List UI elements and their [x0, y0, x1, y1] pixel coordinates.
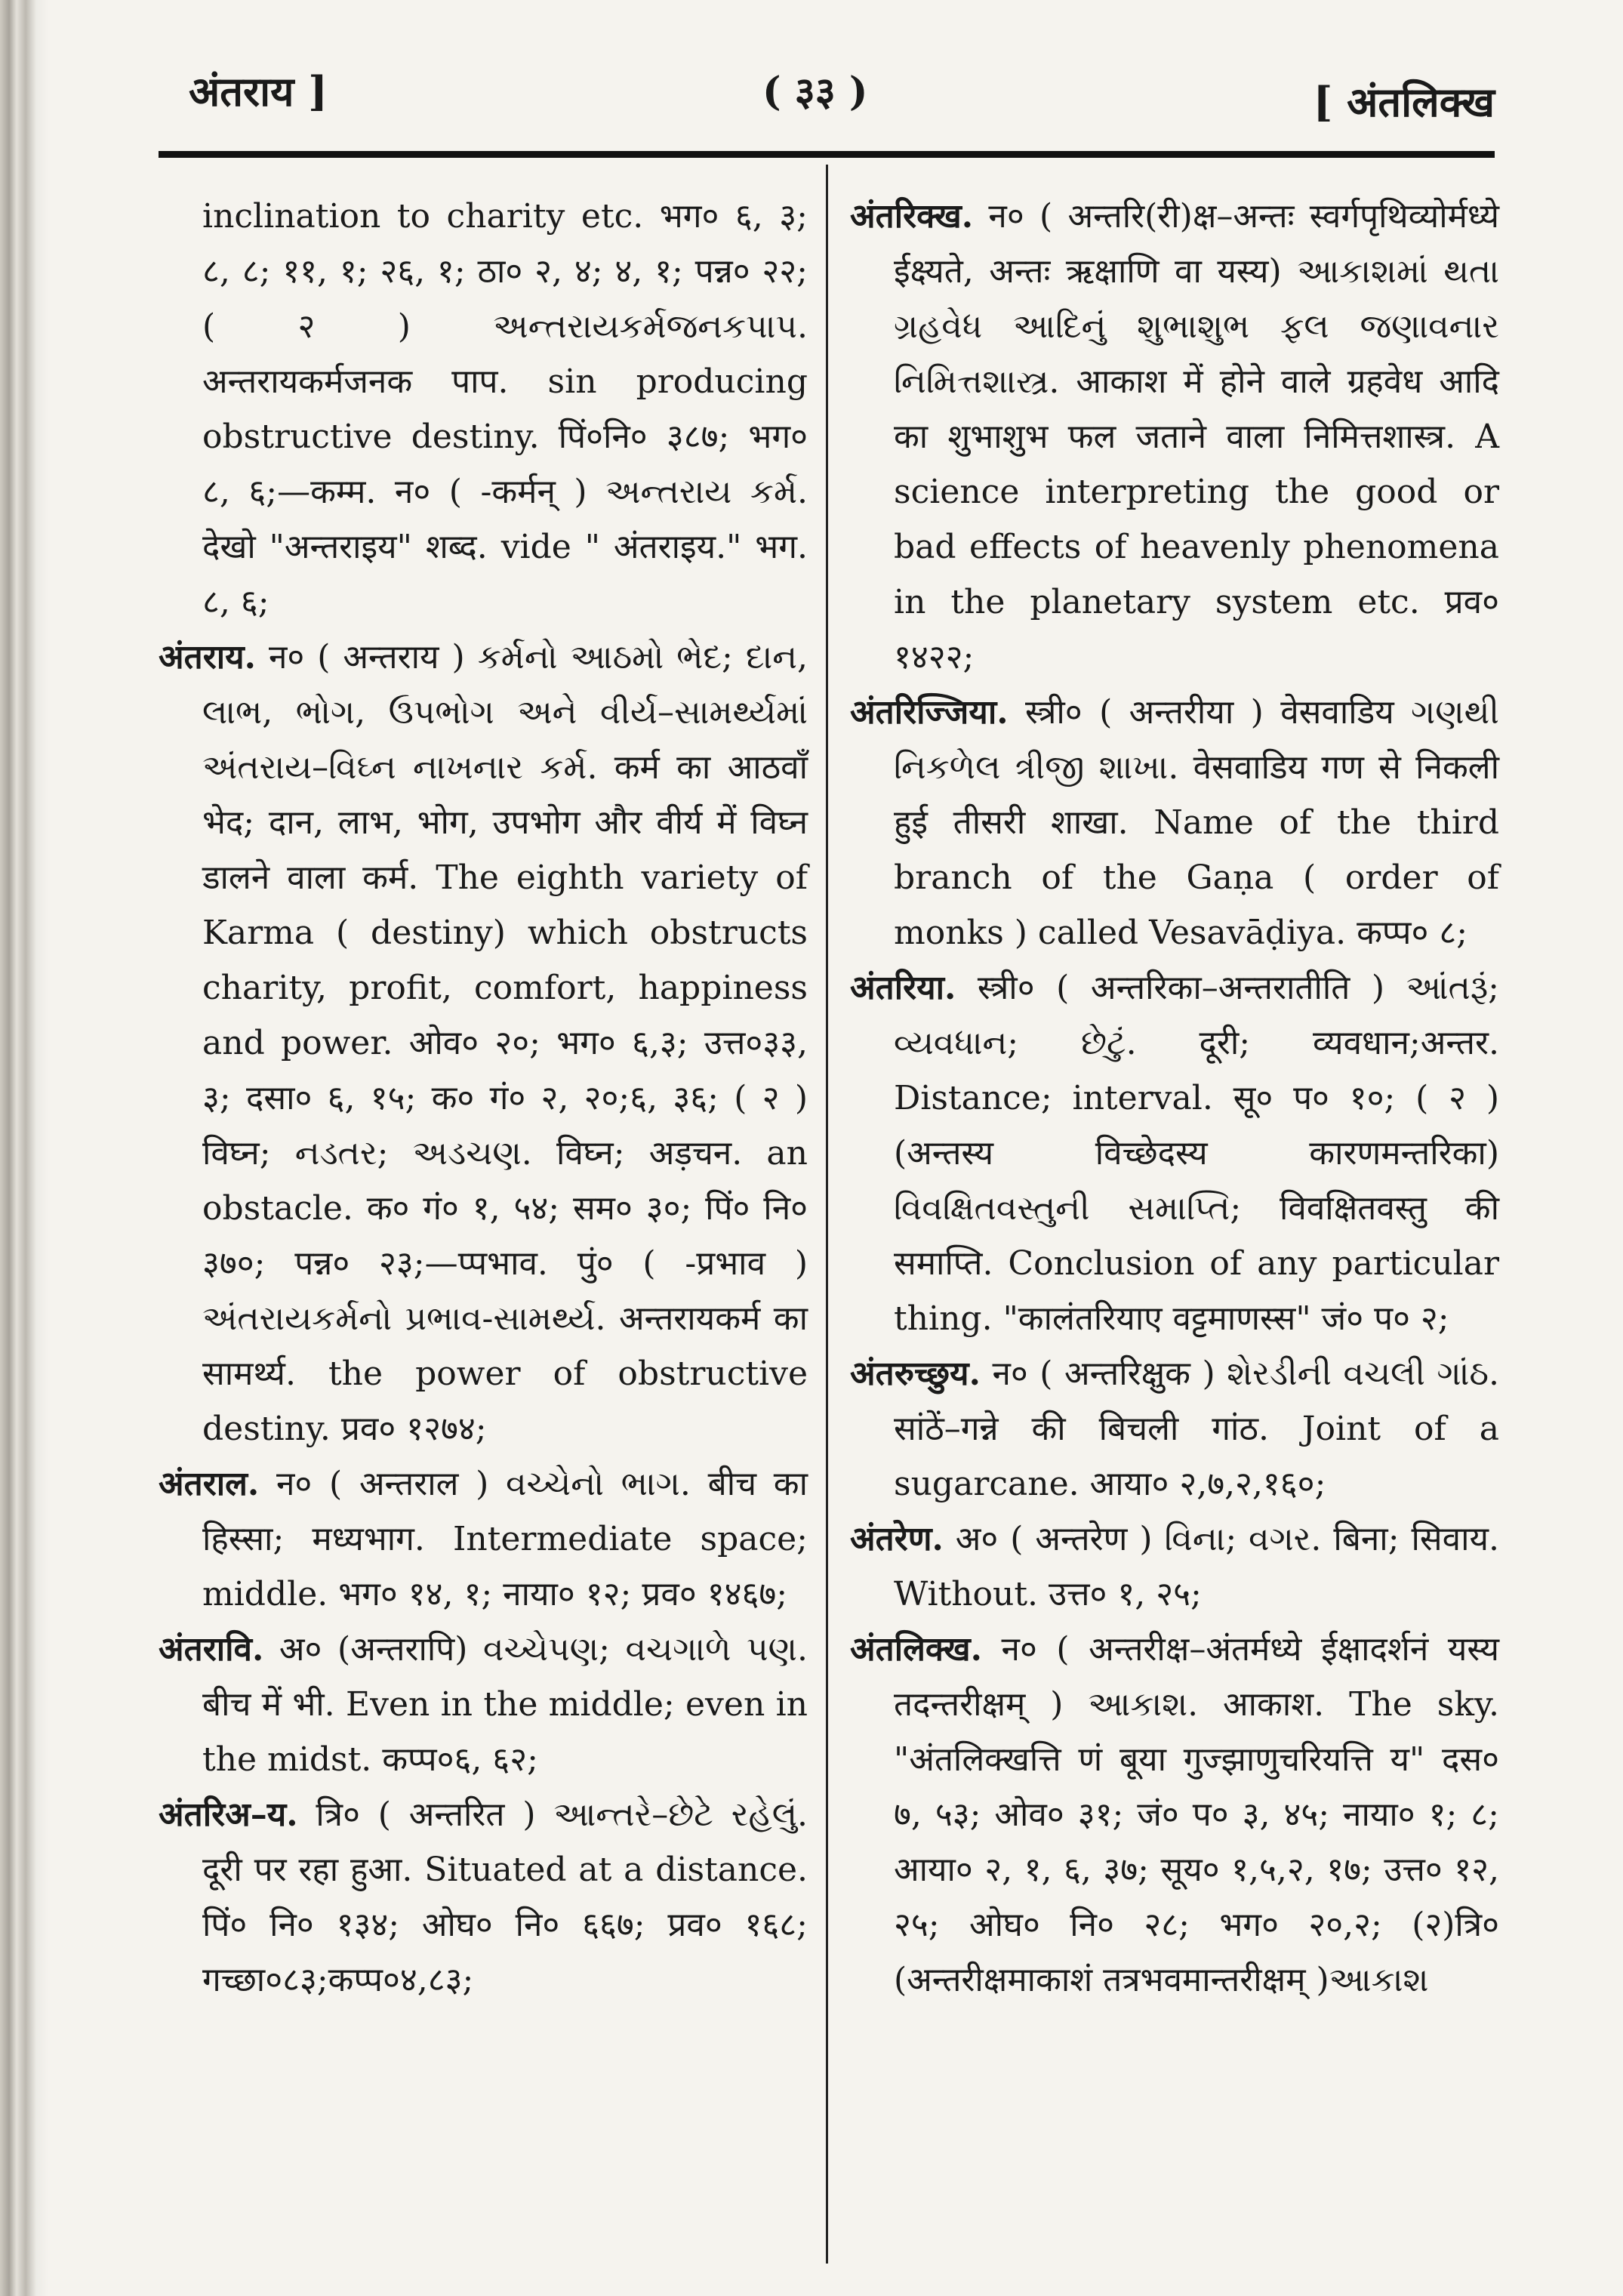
headword: अंतरिज्जिया. [850, 693, 1009, 732]
definition: स्त्री० ( अन्तरिका–अन्तरातीति ) આંતરૂં; વ્યવધાન; છેટું. दूरी; व्यवधान;अन्तर. Distance; interval. सू० प० १०; ( २ ) (अन्तस्य विच्छेदस्य कारणमन्तरिका) વિવક્ષિતવસ્તુની સમાપ્તિ; विवक्षितवस्तु की समाप्ति. Conclusion of any particular thing. "कालंतरियाए वट्टमाणस्स" जं० प० २; [894, 969, 1499, 1338]
headword: अंतरुच्छुय. [850, 1354, 981, 1393]
column-divider [826, 165, 828, 2264]
definition: न० ( अन्तरि(री)क्ष–अन्तः स्वर्गपृथिव्योर्मध्ये ईक्ष्यते, अन्तः ऋक्षाणि वा यस्य) આકાશમાં થતા ગ્રહવેધ આદિનું શુભાશુભ ફલ જણાવનાર નિમિત્તશાસ્ત્ર. आकाश में होने वाले ग्रहवेध आदि का शुभाशुभ फल जताने वाला निमित्तशास्त्र. A science interpreting the good or bad effects of heavenly phenomena in the planetary system etc. प्रव० १४२२; [894, 197, 1499, 676]
entry-antarena [850, 1512, 1499, 1622]
entry-antaria [159, 1787, 808, 2008]
entry-antarikkha [850, 189, 1499, 685]
header-rule [159, 151, 1495, 158]
headword: अंतरेण. [850, 1520, 944, 1558]
headword: अंतरिया. [850, 969, 956, 1007]
definition: अ० (अन्तरापि) વચ્ચેપણ; વચગાળે પણ. बीच में भी. Even in the middle; even in the midst. कप्प०६, ६२; [202, 1630, 808, 1779]
headword: अंतलिक्ख. [850, 1630, 982, 1669]
definition: न० ( अन्तरीक्ष–अंतर्मध्ये ईक्षादर्शनं यस्य तदन्तरीक्षम् ) આકાશ. आकाश. The sky. "अंतलिक्खत्ति णं बूया गुज्झाणुचरियत्ति य" दस० ७, ५३; ओव० ३१; जं० प० ३, ४५; नाया० १; ८; आया० २, १, ६, ३७; सूय० १,५,२, १७; उत्त० १२, २५; ओघ० नि० २८; भग० २०,२; (२)त्रि० (अन्तरीक्षमाकाशं तत्रभवमान्तरीक्षम् )આકાશ [894, 1630, 1499, 1999]
entry-antaravi [159, 1622, 808, 1787]
continued-entry: inclination to charity etc. भग० ६, ३; ८, ८; ११, १; २६, १; ठा० २, ४; ४, १; पन्न० २२; ( २ ) અન્તરાયકર્મજનકપાપ. अन्तरायकर्मजनक पाप. sin producing obstructive destiny. पिं०नि० ३८७; भग० ८, ६;—कम्म. न० ( -कर्मन् ) અન્તરાય કર્મ. देखो "अन्तराइय" शब्द. vide " अंतराइय." भग. ८, ६; [202, 197, 808, 621]
running-head-right: [ अंतलिक्ख [1313, 78, 1495, 126]
entry-antariya [850, 960, 1499, 1346]
headword: अंतरिअ–य. [159, 1795, 298, 1834]
left-column [159, 189, 808, 2008]
headword: अंतराय. [159, 638, 256, 676]
headword: अंतराल. [159, 1465, 260, 1503]
running-head-left: अंतराय ] [189, 67, 328, 116]
definition: त्रि० ( अन्तरित ) આન્તરે–છેટે રહેલું. दूरी पर रहा हुआ. Situated at a distance. पिं० नि० १३४; ओघ० नि० ६६७; प्रव० १६८; गच्छा०८३;कप्प०४,८३; [202, 1795, 808, 1999]
definition: अ० ( अन्तरेण ) વિના; વગર. बिना; सिवाय. Without. उत्त० १, २५; [894, 1520, 1499, 1613]
page-number: ( ३३ ) [762, 69, 868, 115]
entry-antarijjiya [850, 685, 1499, 960]
definition: न० ( अन्तराल ) વચ્ચેનો ભાગ. बीच का हिस्सा; मध्यभाग. Intermediate space; middle. भग० १४, १; नाया० १२; प्रव० १४६७; [202, 1465, 808, 1613]
definition: न० ( अन्तरिक्षुक ) શેરડીની વચલી ગાંઠ. सांठें–गन्ने की बिचली गांठ. Joint of a sugarcane. आया० २,७,२,१६०; [894, 1354, 1499, 1503]
definition: न० ( अन्तराय ) કર્મનો આઠમો ભેદ; દાન, લાભ, ભોગ, ઉપભોગ અને વીર્ય–સામર્થ્યમાં અંતરાય–વિઘ્ન નાખનાર કર્મ. कर्म का आठवाँ भेद; दान, लाभ, भोग, उपभोग और वीर्य में विघ्न डालने वाला कर्म. The eighth variety of Karma ( destiny) which obstructs charity, profit, comfort, happiness and power. ओव० २०; भग० ६,३; उत्त०३३, ३; दसा० ६, १५; क० गं० २, २०;६, ३६; ( २ ) विघ्न; નડતર; અડચણ. विघ्न; अड़चन. an obstacle. क० गं० १, ५४; सम० ३०; पिं० नि० ३७०; पन्न० २३;—प्पभाव. पुं० ( -प्रभाव ) અંતરાયકર્મનો પ્રભાવ-સામર્થ્ય. अन्तरायकर्म का सामर्थ्य. the power of obstructive destiny. प्रव० १२७४; [202, 638, 808, 1448]
entry-antaral [159, 1456, 808, 1622]
right-column [850, 189, 1499, 2008]
headword: अंतरावि. [159, 1630, 264, 1669]
headword: अंतरिक्ख. [850, 197, 974, 236]
entry-antaraya [159, 630, 808, 1456]
entry-antarucchuya [850, 1346, 1499, 1512]
entry-antalikkha [850, 1622, 1499, 2008]
definition: स्त्री० ( अन्तरीया ) वेसवाडिय ગણથી નિકળેલ ત્રીજી શાખા. वेसवाडिय गण से निकली हुई तीसरी शाखा. Name of the third branch of the Gaṇa ( order of monks ) called Vesavāḍiya. कप्प० ८; [894, 693, 1499, 952]
